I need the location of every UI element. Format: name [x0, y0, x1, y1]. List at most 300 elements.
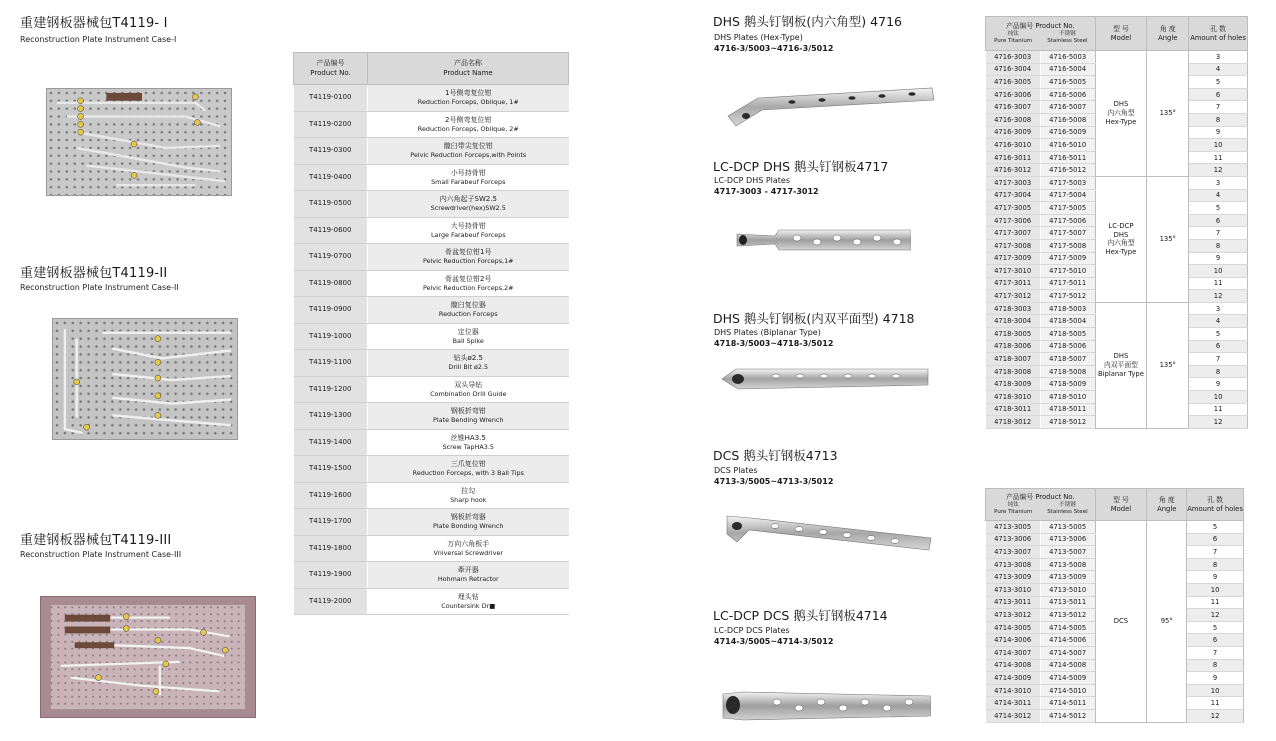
spec1-header-angle [1147, 17, 1189, 51]
spec2-ss-code: 4713-5007 [1040, 546, 1095, 559]
spec2-holes: 9 [1187, 672, 1244, 685]
instrument-name-cn: 牽开器 [457, 566, 479, 575]
instrument-name-cn: 钻头ø2.5 [453, 354, 483, 363]
spec1-header-ss [1040, 31, 1094, 45]
spec1-holes: 9 [1189, 252, 1248, 265]
spec1-model-line: 内六角型 [1107, 109, 1135, 118]
spec1-ss-code: 4717-5005 [1040, 202, 1095, 215]
instrument-code: T4119-1000 [294, 323, 368, 350]
spec2-ti-code: 4713-3010 [986, 583, 1041, 596]
instrument-name-cn: 髋臼复位器 [450, 301, 486, 310]
instrument-code: T4119-0400 [294, 164, 368, 191]
plate-2-title: LC-DCP DHS 鹅头钉钢板4717 [713, 159, 889, 174]
spec2-ss-code: 4713-5012 [1040, 609, 1095, 622]
spec1-ss-code: 4717-5008 [1040, 239, 1095, 252]
spec2-ss-code: 4714-5009 [1040, 672, 1095, 685]
spec2-holes-en: Amount of holes [1187, 504, 1243, 513]
spec1-model-line: LC-DCP [1108, 221, 1134, 230]
spec1-row [986, 51, 1248, 64]
plate-4-title: DCS 鹅头钉钢板4713 [713, 448, 838, 463]
spec1-ti-code: 4717-3009 [986, 252, 1041, 265]
instrument-code: T4119-0900 [294, 297, 368, 324]
instrument-name [368, 350, 569, 377]
spec1-holes: 7 [1189, 101, 1248, 114]
spec1-ti-code: 4716-3012 [986, 164, 1041, 177]
spec1-model-line: DHS [1113, 230, 1129, 239]
case-1-photo [46, 88, 232, 196]
instrument-row [294, 588, 569, 615]
instrument-name-cn: 1号侧弯复位钳 [445, 89, 492, 98]
instrument-name-en: Sharp hook [450, 495, 487, 504]
instrument-name-cn: 钢板折弯钳 [450, 407, 486, 416]
spec1-ss-cn: 不锈钢 [1059, 30, 1076, 37]
instrument-name-en: Countersink Dr■ [441, 601, 496, 610]
spec1-ti-cn: 纯钛 [1007, 30, 1019, 37]
spec1-holes: 12 [1189, 416, 1248, 429]
spec2-holes: 6 [1187, 634, 1244, 647]
spec1-ss-code: 4716-5003 [1040, 51, 1095, 64]
spec1-ti-code: 4718-3005 [986, 328, 1041, 341]
spec1-model [1095, 176, 1147, 302]
spec2-ti-code: 4713-3009 [986, 571, 1041, 584]
instrument-name [368, 482, 569, 509]
case-3-photo [40, 596, 256, 718]
spec1-ti-code: 4716-3011 [986, 151, 1041, 164]
instrument-name-cn: 2号侧弯复位钳 [445, 115, 492, 124]
instrument-row [294, 270, 569, 297]
spec1-ss-code: 4718-5005 [1040, 328, 1095, 341]
spec1-ti-code: 4716-3007 [986, 101, 1041, 114]
instrument-row [294, 297, 569, 324]
spec1-ss-code: 4718-5004 [1040, 315, 1095, 328]
spec1-ti-code: 4716-3003 [986, 51, 1041, 64]
plate-5-subtitle: LC-DCP DCS Plates [714, 626, 790, 635]
plate-2-image [735, 224, 911, 254]
plate-1-image [722, 80, 937, 130]
spec1-holes: 10 [1189, 265, 1248, 278]
spec1-holes: 6 [1189, 214, 1248, 227]
spec1-ti-code: 4717-3012 [986, 290, 1041, 303]
spec2-holes: 11 [1187, 596, 1244, 609]
plate-3-title: DHS 鹅头钉钢板(内双平面型) 4718 [713, 311, 915, 326]
spec2-ss-code: 4713-5005 [1040, 521, 1095, 534]
instrument-name [368, 323, 569, 350]
instrument-name-en: Reduction Forceps, Oblique, 2# [417, 124, 519, 133]
case-3-subtitle: Reconstruction Plate Instrument Case-III [20, 550, 182, 559]
instrument-code: T4119-0800 [294, 270, 368, 297]
spec1-ss-code: 4716-5006 [1040, 88, 1095, 101]
spec2-ss-code: 4713-5006 [1040, 533, 1095, 546]
spec1-ss-code: 4718-5009 [1040, 378, 1095, 391]
spec1-holes: 7 [1189, 353, 1248, 366]
spec-table-2-body [986, 521, 1244, 723]
spec2-holes: 8 [1187, 659, 1244, 672]
spec1-ss-code: 4718-5010 [1040, 391, 1095, 404]
instrument-name-cn: 万向六角板手 [447, 539, 490, 548]
spec2-ss-code: 4713-5010 [1040, 583, 1095, 596]
spec-table-1 [985, 16, 1248, 429]
spec1-ss-code: 4718-5003 [1040, 302, 1095, 315]
spec2-ti-code: 4714-3009 [986, 672, 1041, 685]
spec1-holes: 4 [1189, 189, 1248, 202]
instrument-name [368, 297, 569, 324]
spec1-model-cn: 型 号 [1113, 25, 1129, 34]
spec2-header-model [1095, 489, 1147, 521]
instrument-name [368, 509, 569, 536]
spec1-model-line: Hex-Type [1105, 117, 1137, 126]
spec1-ti-code: 4716-3006 [986, 88, 1041, 101]
spec1-model-line: DHS [1113, 352, 1129, 361]
instrument-name-en: Ball Spike [452, 336, 484, 345]
spec2-ss-code: 4713-5011 [1040, 596, 1095, 609]
spec1-ss-code: 4718-5007 [1040, 353, 1095, 366]
spec1-ti-code: 4717-3007 [986, 227, 1041, 240]
instrument-name-en: Vniversal Screwdriver [433, 548, 504, 557]
instrument-name [368, 111, 569, 138]
instrument-name-en: Plate Bonding Wrench [433, 522, 504, 531]
spec2-model-en: Model [1110, 504, 1132, 513]
spec1-header-ti [986, 31, 1040, 45]
spec1-ss-code: 4716-5005 [1040, 76, 1095, 89]
spec1-ss-code: 4716-5011 [1040, 151, 1095, 164]
spec2-ss-code: 4714-5005 [1040, 621, 1095, 634]
spec2-angle-en: Angle [1157, 504, 1177, 513]
spec1-ti-code: 4718-3009 [986, 378, 1041, 391]
spec1-holes-en: Amount of holes [1190, 33, 1246, 42]
instrument-code: T4119-1500 [294, 456, 368, 483]
instrument-name-en: Reduction Forceps, with 3 Ball Tips [412, 469, 524, 478]
spec1-ss-code: 4717-5011 [1040, 277, 1095, 290]
spec2-ti-code: 4714-3005 [986, 621, 1041, 634]
spec1-ti-code: 4717-3008 [986, 239, 1041, 252]
instrument-name [368, 562, 569, 589]
instrument-name-en: Pelvic Reduction Forceps,1# [422, 257, 514, 266]
instrument-code: T4119-0200 [294, 111, 368, 138]
instrument-row [294, 191, 569, 218]
spec2-ti-code: 4714-3010 [986, 684, 1041, 697]
spec1-ss-code: 4718-5011 [1040, 403, 1095, 416]
spec2-ti-code: 4714-3012 [986, 709, 1041, 722]
spec1-holes: 6 [1189, 88, 1248, 101]
spec1-ti-code: 4718-3003 [986, 302, 1041, 315]
spec2-angle: 95° [1147, 521, 1187, 723]
case-1-title: 重建钢板器械包T4119- I [20, 16, 168, 31]
spec2-ti-code: 4714-3011 [986, 697, 1041, 710]
spec2-ss-code: 4714-5012 [1040, 709, 1095, 722]
instrument-name-en: Reduction Forceps [438, 310, 498, 319]
spec2-model-line: DCS [1113, 616, 1129, 625]
instrument-name-cn: 埋头钻 [457, 592, 479, 601]
spec1-ss-code: 4716-5012 [1040, 164, 1095, 177]
instrument-name [368, 429, 569, 456]
spec1-holes: 6 [1189, 340, 1248, 353]
spec1-holes: 10 [1189, 391, 1248, 404]
instrument-row [294, 350, 569, 377]
spec1-model [1095, 302, 1147, 428]
plate-4-image [723, 512, 933, 554]
spec1-ti-code: 4716-3009 [986, 126, 1041, 139]
spec1-holes: 10 [1189, 139, 1248, 152]
spec2-holes: 7 [1187, 546, 1244, 559]
plate-4-subtitle: DCS Plates [714, 466, 758, 475]
spec1-ti-code: 4717-3011 [986, 277, 1041, 290]
instrument-code: T4119-1700 [294, 509, 368, 536]
spec1-ti-code: 4717-3006 [986, 214, 1041, 227]
plate-5-title: LC-DCP DCS 鹅头钉钢板4714 [713, 608, 888, 623]
spec1-holes: 11 [1189, 403, 1248, 416]
spec1-model-en: Model [1110, 33, 1132, 42]
instrument-code: T4119-1400 [294, 429, 368, 456]
instrument-name-en: Small Farabeuf Forceps [431, 177, 506, 186]
instrument-name-cn: 大号持骨钳 [450, 221, 486, 230]
plate-1-range: 4716-3/5003~4716-3/5012 [714, 44, 834, 53]
spec1-holes: 11 [1189, 151, 1248, 164]
spec2-ti-code: 4713-3007 [986, 546, 1041, 559]
spec2-ti-code: 4713-3011 [986, 596, 1041, 609]
spec1-ss-code: 4717-5012 [1040, 290, 1095, 303]
instrument-code: T4119-0100 [294, 85, 368, 112]
instrument-name [368, 588, 569, 615]
plate-5-range: 4714-3/5005~4714-3/5012 [714, 637, 834, 646]
case-3-title: 重建钢板器械包T4119-III [20, 533, 172, 548]
instrument-name-en: Hohmam Retractor [437, 575, 499, 584]
spec1-holes: 7 [1189, 227, 1248, 240]
spec2-ss-code: 4714-5007 [1040, 646, 1095, 659]
spec2-ss-code: 4713-5009 [1040, 571, 1095, 584]
instrument-name-cn: 内六角起子SW2.5 [439, 195, 497, 204]
instrument-name-en: Pelvic Reduction Forceps,with Points [410, 151, 527, 160]
spec1-row [986, 302, 1248, 315]
instrument-code: T4119-1200 [294, 376, 368, 403]
spec-table-1-body [986, 51, 1248, 429]
spec2-header-angle [1147, 489, 1187, 521]
instrument-name-en: Plate Bending Wrench [433, 416, 504, 425]
plate-1-subtitle: DHS Plates (Hex-Type) [714, 33, 803, 42]
case-1-subtitle: Reconstruction Plate Instrument Case-I [20, 35, 177, 44]
spec2-row [986, 521, 1244, 534]
spec1-ti-code: 4717-3004 [986, 189, 1041, 202]
instrument-row [294, 535, 569, 562]
instrument-name-cn: 小号持骨钳 [450, 168, 486, 177]
instrument-name [368, 85, 569, 112]
spec2-holes: 9 [1187, 571, 1244, 584]
spec1-model-line: 内六角型 [1107, 239, 1135, 248]
instrument-name-en: Screw TapHA3.5 [442, 442, 494, 451]
spec2-ss-en: Stainless Steel [1047, 508, 1088, 515]
spec1-angle: 135° [1147, 51, 1189, 177]
spec2-ss-code: 4714-5011 [1040, 697, 1095, 710]
spec-table-2 [985, 488, 1244, 723]
spec1-header-product-no-cn: 产品编号 [1005, 22, 1034, 31]
spec2-ti-code: 4713-3012 [986, 609, 1041, 622]
spec1-angle: 135° [1147, 302, 1189, 428]
instrument-name-cn: 拉勾 [461, 486, 476, 495]
spec1-angle-cn: 角 度 [1159, 25, 1176, 34]
spec1-ss-code: 4717-5010 [1040, 265, 1095, 278]
instrument-row [294, 138, 569, 165]
case-2-title: 重建钢板器械包T4119-II [20, 266, 168, 281]
instrument-code: T4119-2000 [294, 588, 368, 615]
spec1-holes: 5 [1189, 328, 1248, 341]
spec2-header-holes [1187, 489, 1244, 521]
instrument-name [368, 456, 569, 483]
spec2-model [1095, 521, 1147, 723]
instrument-row [294, 509, 569, 536]
instrument-name [368, 244, 569, 271]
spec1-ti-code: 4716-3010 [986, 139, 1041, 152]
spec1-ti-code: 4718-3004 [986, 315, 1041, 328]
spec2-ss-code: 4714-5006 [1040, 634, 1095, 647]
spec2-holes: 12 [1187, 709, 1244, 722]
spec1-header-model [1095, 17, 1147, 51]
spec2-ti-code: 4714-3008 [986, 659, 1041, 672]
instrument-name [368, 191, 569, 218]
spec1-ss-code: 4716-5010 [1040, 139, 1095, 152]
instrument-name-cn: 骨盆复位钳2号 [445, 274, 492, 283]
spec2-holes: 6 [1187, 533, 1244, 546]
instrument-name-en: Reduction Forceps, Oblique, 1# [417, 98, 519, 107]
spec1-holes: 11 [1189, 277, 1248, 290]
instrument-row [294, 111, 569, 138]
spec1-holes: 3 [1189, 51, 1248, 64]
instrument-code: T4119-0600 [294, 217, 368, 244]
spec1-ti-code: 4716-3005 [986, 76, 1041, 89]
spec1-ss-code: 4716-5009 [1040, 126, 1095, 139]
spec1-row [986, 176, 1248, 189]
spec1-ss-code: 4718-5008 [1040, 365, 1095, 378]
spec1-ss-code: 4716-5007 [1040, 101, 1095, 114]
instrument-row [294, 376, 569, 403]
instrument-code: T4119-1300 [294, 403, 368, 430]
instrument-code: T4119-0300 [294, 138, 368, 165]
spec1-holes: 12 [1189, 290, 1248, 303]
spec1-ti-code: 4717-3003 [986, 176, 1041, 189]
spec2-angle-cn: 角 度 [1158, 496, 1175, 505]
instrument-name-en: Large Farabeuf Forceps [430, 230, 506, 239]
instrument-row [294, 164, 569, 191]
instrument-name [368, 270, 569, 297]
plate-3-image [718, 365, 930, 393]
spec1-header-holes [1189, 17, 1248, 51]
spec1-ti-code: 4718-3012 [986, 416, 1041, 429]
spec1-header-product-no [986, 17, 1096, 51]
spec2-ti-en: Pure Titanium [994, 508, 1033, 515]
instrument-name-cn: 骨盆复位钳1号 [445, 248, 492, 257]
spec1-holes: 12 [1189, 164, 1248, 177]
instrument-header-code [294, 53, 368, 85]
spec1-ss-code: 4718-5012 [1040, 416, 1095, 429]
instrument-name-en: Combination Drill Guide [430, 389, 507, 398]
spec2-ti-code: 4714-3007 [986, 646, 1041, 659]
spec1-holes-cn: 孔 数 [1210, 25, 1226, 34]
spec2-ti-cn: 纯钛 [1007, 501, 1019, 508]
spec1-holes: 8 [1189, 365, 1248, 378]
instrument-name-cn: 定位器 [457, 327, 479, 336]
instrument-row [294, 217, 569, 244]
spec2-holes: 12 [1187, 609, 1244, 622]
instrument-code: T4119-1900 [294, 562, 368, 589]
spec1-model-line: 内双平面型 [1103, 360, 1138, 369]
spec1-holes: 5 [1189, 76, 1248, 89]
instrument-name-en: Drill Bit ø2.5 [448, 363, 489, 372]
spec1-angle-en: Angle [1158, 33, 1178, 42]
instrument-name-en: Pelvic Reduction Forceps,2# [422, 283, 514, 292]
instrument-row [294, 456, 569, 483]
plate-3-range: 4718-3/5003~4718-3/5012 [714, 339, 834, 348]
header-code-en: Product No. [310, 68, 351, 77]
spec1-ti-code: 4718-3010 [986, 391, 1041, 404]
header-code-cn: 产品编号 [316, 59, 345, 68]
instrument-code: T4119-0500 [294, 191, 368, 218]
instrument-row [294, 323, 569, 350]
spec2-holes: 11 [1187, 697, 1244, 710]
header-name-en: Product Name [443, 68, 493, 77]
spec1-ss-code: 4717-5004 [1040, 189, 1095, 202]
spec2-holes-cn: 孔 数 [1207, 496, 1223, 505]
spec2-ti-code: 4713-3005 [986, 521, 1041, 534]
spec1-holes: 9 [1189, 126, 1248, 139]
spec1-ss-code: 4718-5006 [1040, 340, 1095, 353]
spec1-ss-code: 4717-5007 [1040, 227, 1095, 240]
header-name-cn: 产品名称 [454, 59, 482, 68]
case-2-subtitle: Reconstruction Plate Instrument Case-II [20, 283, 179, 292]
instrument-row [294, 562, 569, 589]
spec2-holes: 10 [1187, 684, 1244, 697]
spec1-holes: 9 [1189, 378, 1248, 391]
spec2-header-product-no-cn: 产品编号 [1005, 493, 1034, 502]
instrument-code: T4119-0700 [294, 244, 368, 271]
instrument-row [294, 482, 569, 509]
spec1-ss-code: 4716-5004 [1040, 63, 1095, 76]
spec1-model-line: Hex-Type [1105, 248, 1137, 257]
spec1-ti-code: 4717-3005 [986, 202, 1041, 215]
spec1-model-line: Biplanar Type [1097, 369, 1144, 378]
instrument-name [368, 535, 569, 562]
spec1-ti-code: 4718-3008 [986, 365, 1041, 378]
spec1-ti-code: 4718-3011 [986, 403, 1041, 416]
spec1-model [1095, 51, 1147, 177]
instrument-name [368, 217, 569, 244]
plate-5-image [721, 690, 931, 722]
spec1-holes: 3 [1189, 302, 1248, 315]
spec2-ss-cn: 不锈钢 [1059, 501, 1076, 508]
instrument-name-cn: 髋臼带尖复位钳 [443, 142, 493, 151]
spec2-header-ss [1040, 502, 1094, 516]
instrument-table [293, 52, 569, 615]
spec1-ti-code: 4716-3004 [986, 63, 1041, 76]
spec2-model-cn: 型 号 [1113, 496, 1129, 505]
instrument-table-body [294, 85, 569, 615]
instrument-row [294, 429, 569, 456]
spec1-ti-code: 4718-3006 [986, 340, 1041, 353]
plate-1-title: DHS 鹅头钉钢板(内六角型) 4716 [713, 14, 902, 29]
spec2-header-ti [986, 502, 1040, 516]
spec2-ti-code: 4713-3008 [986, 558, 1041, 571]
spec1-header-product-no-en: Product No. [1035, 22, 1075, 31]
spec2-holes: 7 [1187, 646, 1244, 659]
instrument-name [368, 403, 569, 430]
instrument-name-cn: 三爪复位钳 [450, 460, 486, 469]
spec1-holes: 3 [1189, 176, 1248, 189]
spec1-ti-code: 4718-3007 [986, 353, 1041, 366]
instrument-name-cn: 双头导钻 [454, 380, 483, 389]
spec2-holes: 8 [1187, 558, 1244, 571]
spec1-holes: 4 [1189, 63, 1248, 76]
instrument-code: T4119-1100 [294, 350, 368, 377]
spec1-holes: 8 [1189, 113, 1248, 126]
instrument-header-name [368, 53, 569, 85]
spec1-ti-code: 4717-3010 [986, 265, 1041, 278]
